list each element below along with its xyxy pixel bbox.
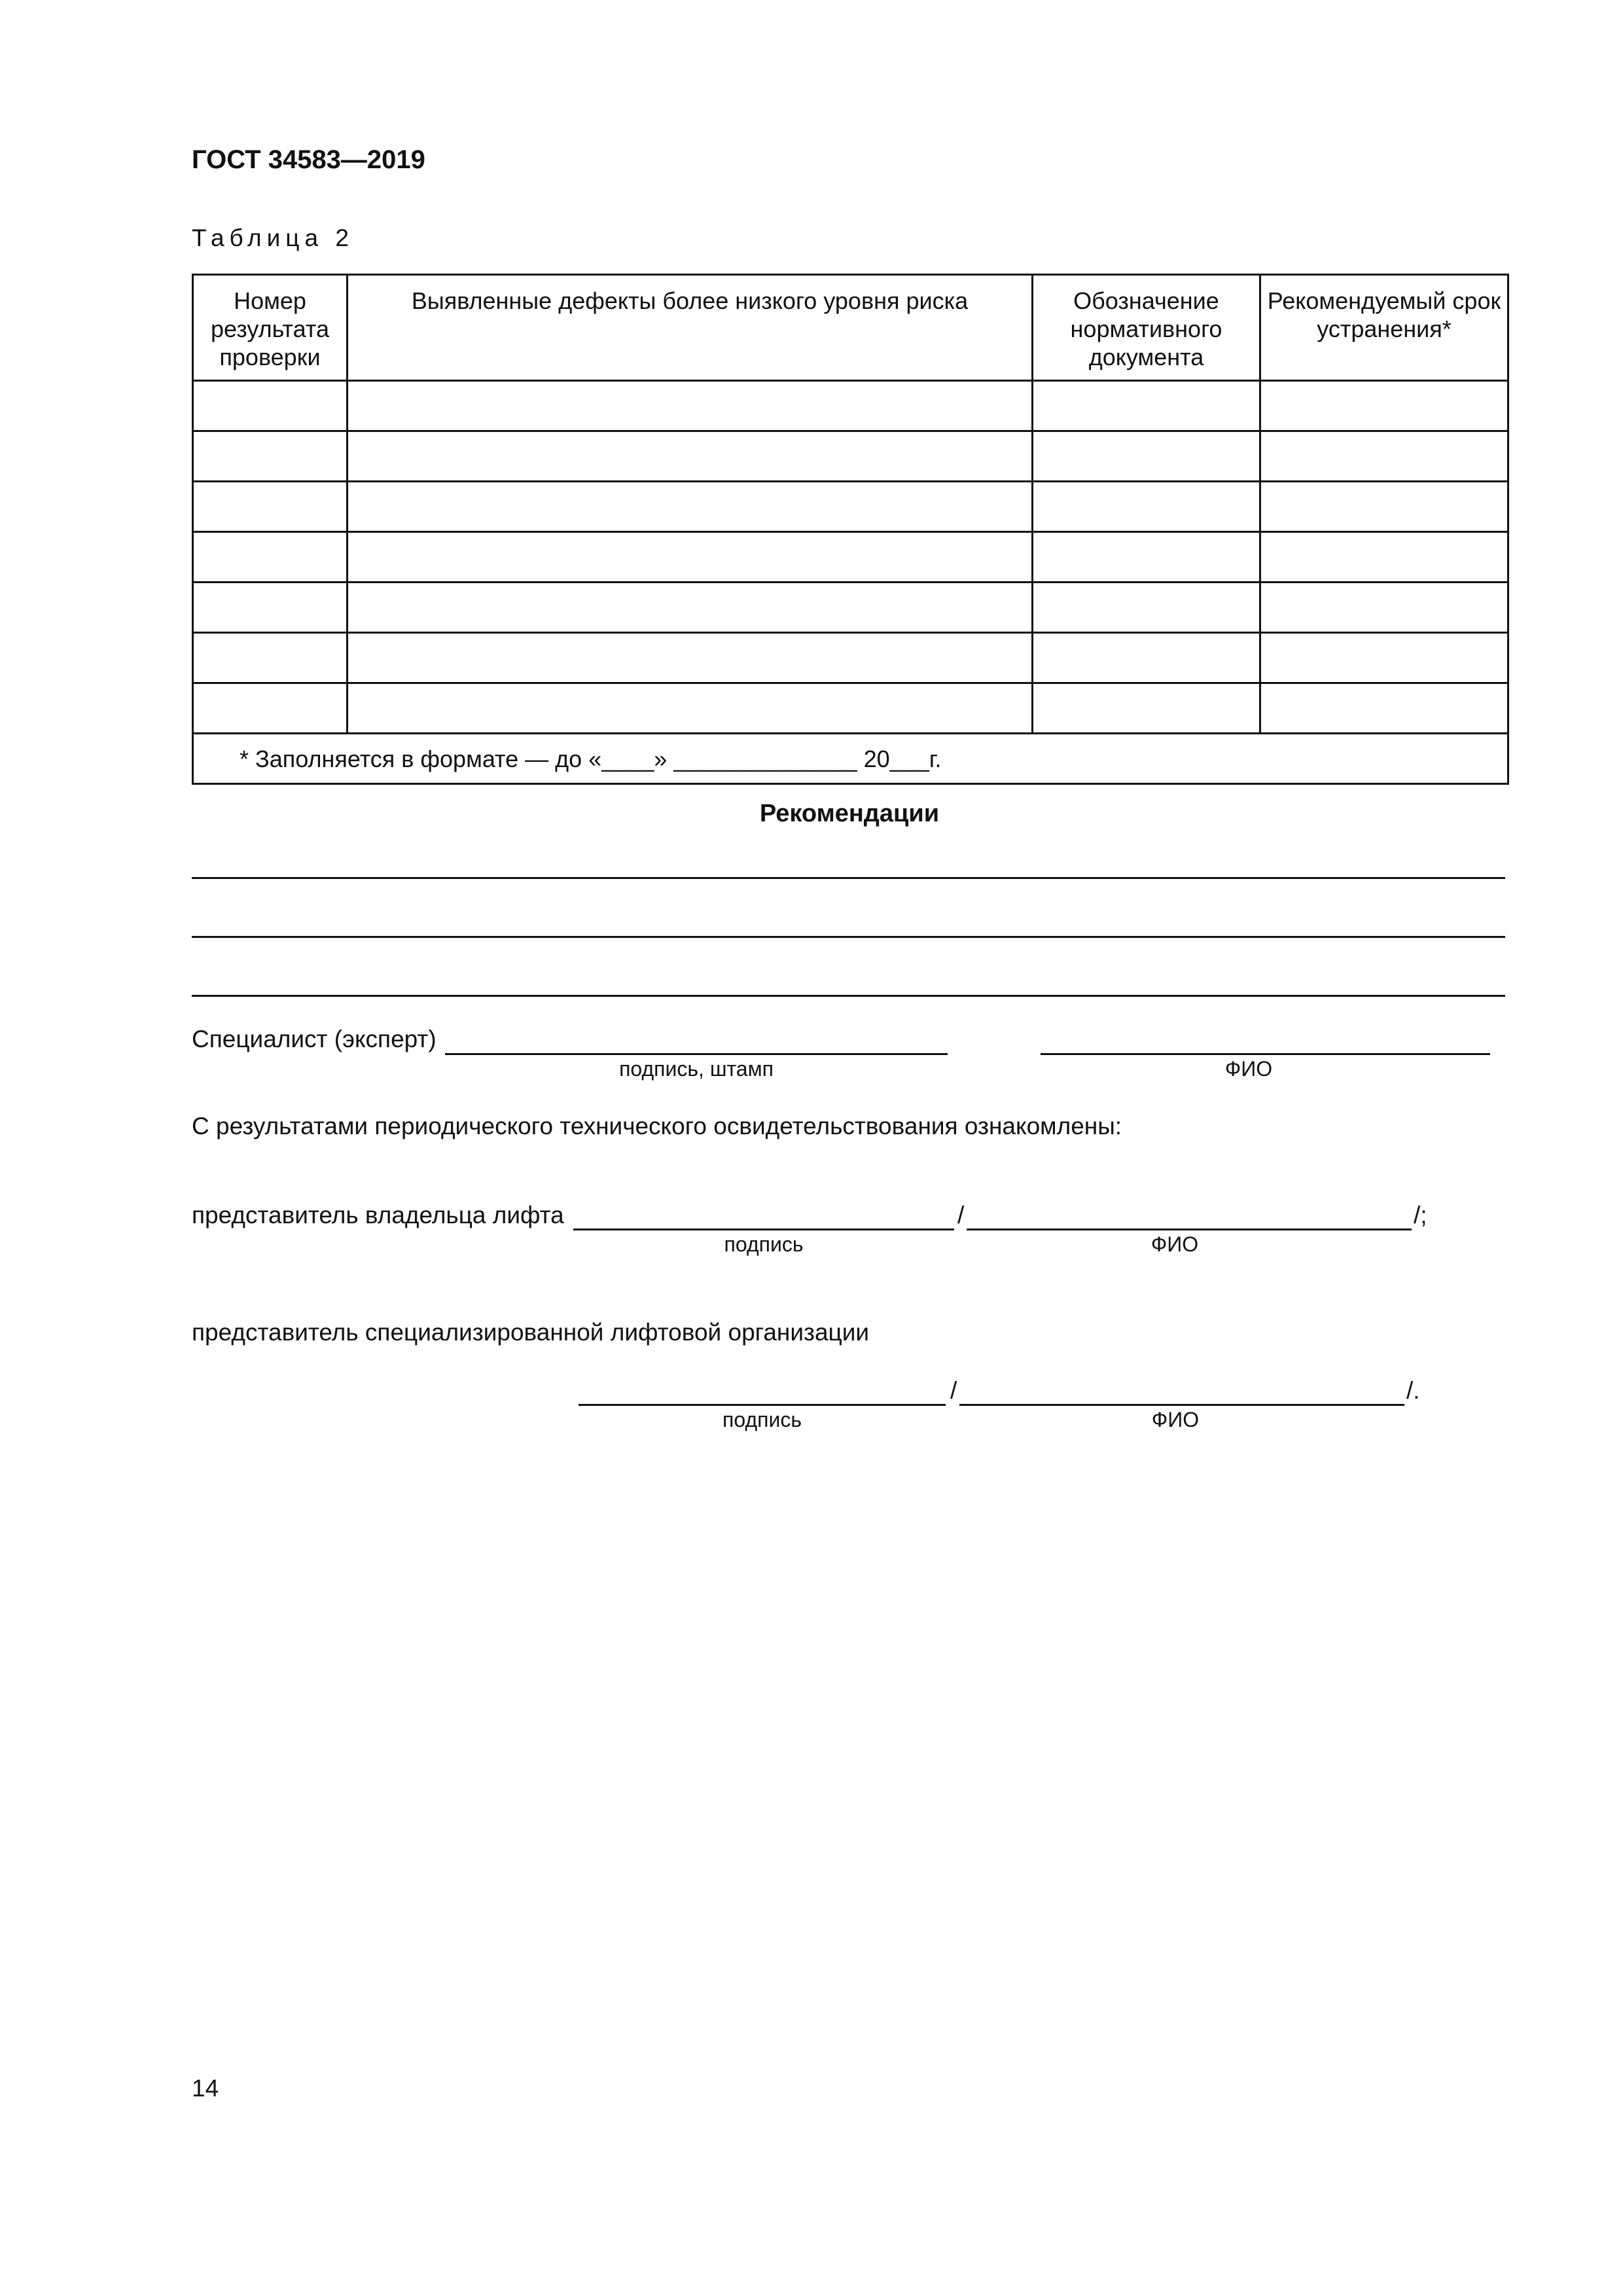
table-cell[interactable] [348,683,1033,734]
acknowledgement-text: С результатами периодического технического освидетельствования ознакомлены: [192,1113,1122,1139]
table-cell[interactable] [193,633,348,683]
org-rep-label: представитель специализированной лифтовой организации [192,1319,870,1346]
specialist-label: Специалист (эксперт) [192,1026,437,1052]
table-cell[interactable] [348,532,1033,583]
owner-rep-separator: / [957,1202,965,1229]
page-number: 14 [192,2075,219,2102]
table-cell[interactable] [1033,583,1260,633]
owner-rep-name-line[interactable] [967,1229,1412,1230]
table-row [193,381,1508,431]
recommendations-line-2[interactable] [192,936,1505,938]
org-rep-separator: / [950,1377,957,1404]
column-header-result-number: Номер результата проверки [193,275,348,381]
table-cell[interactable] [348,633,1033,683]
table-cell[interactable] [193,583,348,633]
owner-rep-label: представитель владельца лифта [192,1202,564,1229]
table-cell[interactable] [1033,482,1260,532]
table-cell[interactable] [348,431,1033,482]
table-cell[interactable] [193,482,348,532]
table-caption: Таблица 2 [192,224,354,251]
table-cell[interactable] [1260,532,1508,583]
recommendations-line-1[interactable] [192,877,1505,879]
table-row [193,683,1508,734]
table-cell[interactable] [1260,633,1508,683]
document-code: ГОСТ 34583—2019 [192,145,425,174]
table-cell[interactable] [193,683,348,734]
table-row [193,532,1508,583]
recommendations-title: Рекомендации [759,800,940,827]
owner-rep-name-caption: ФИО [1150,1232,1199,1256]
table-cell[interactable] [348,583,1033,633]
table-row [193,482,1508,532]
table-cell[interactable] [193,431,348,482]
table-cell[interactable] [193,532,348,583]
table-cell[interactable] [1260,683,1508,734]
specialist-name-caption: ФИО [1224,1057,1273,1081]
table-cell[interactable] [1033,532,1260,583]
table-cell[interactable] [348,482,1033,532]
table-cell[interactable] [1033,381,1260,431]
table-cell[interactable] [348,381,1033,431]
table-cell[interactable] [193,381,348,431]
specialist-name-line[interactable] [1041,1053,1490,1055]
column-header-normative-document: Обозначение нормативного документа [1033,275,1260,381]
table-row [193,633,1508,683]
owner-rep-end: /; [1414,1202,1427,1229]
owner-rep-signature-line[interactable] [573,1229,954,1230]
table-footnote-row [193,734,1508,784]
org-rep-end: /. [1406,1377,1420,1404]
table-cell[interactable] [1033,683,1260,734]
table-cell[interactable] [1260,583,1508,633]
table-row [193,583,1508,633]
table-footnote: * Заполняется в формате — до «____» ______________ 20___г. [193,734,1508,784]
specialist-signature-line[interactable] [445,1053,948,1055]
specialist-signature-caption: подпись, штамп [619,1057,774,1081]
recommendations-line-3[interactable] [192,995,1505,997]
org-rep-signature-line[interactable] [579,1404,946,1406]
column-header-defects: Выявленные дефекты более низкого уровня риска [348,275,1033,381]
column-header-deadline: Рекомендуемый срок устранения* [1260,275,1508,381]
owner-rep-signature-caption: подпись [724,1232,804,1256]
table-cell[interactable] [1033,633,1260,683]
table-cell[interactable] [1033,431,1260,482]
table-header-row [193,275,1508,381]
table-cell[interactable] [1260,381,1508,431]
org-rep-name-caption: ФИО [1151,1408,1200,1431]
org-rep-signature-caption: подпись [722,1408,802,1431]
defects-table [192,274,1509,785]
org-rep-name-line[interactable] [959,1404,1404,1406]
table-row [193,431,1508,482]
table-cell[interactable] [1260,482,1508,532]
table-cell[interactable] [1260,431,1508,482]
